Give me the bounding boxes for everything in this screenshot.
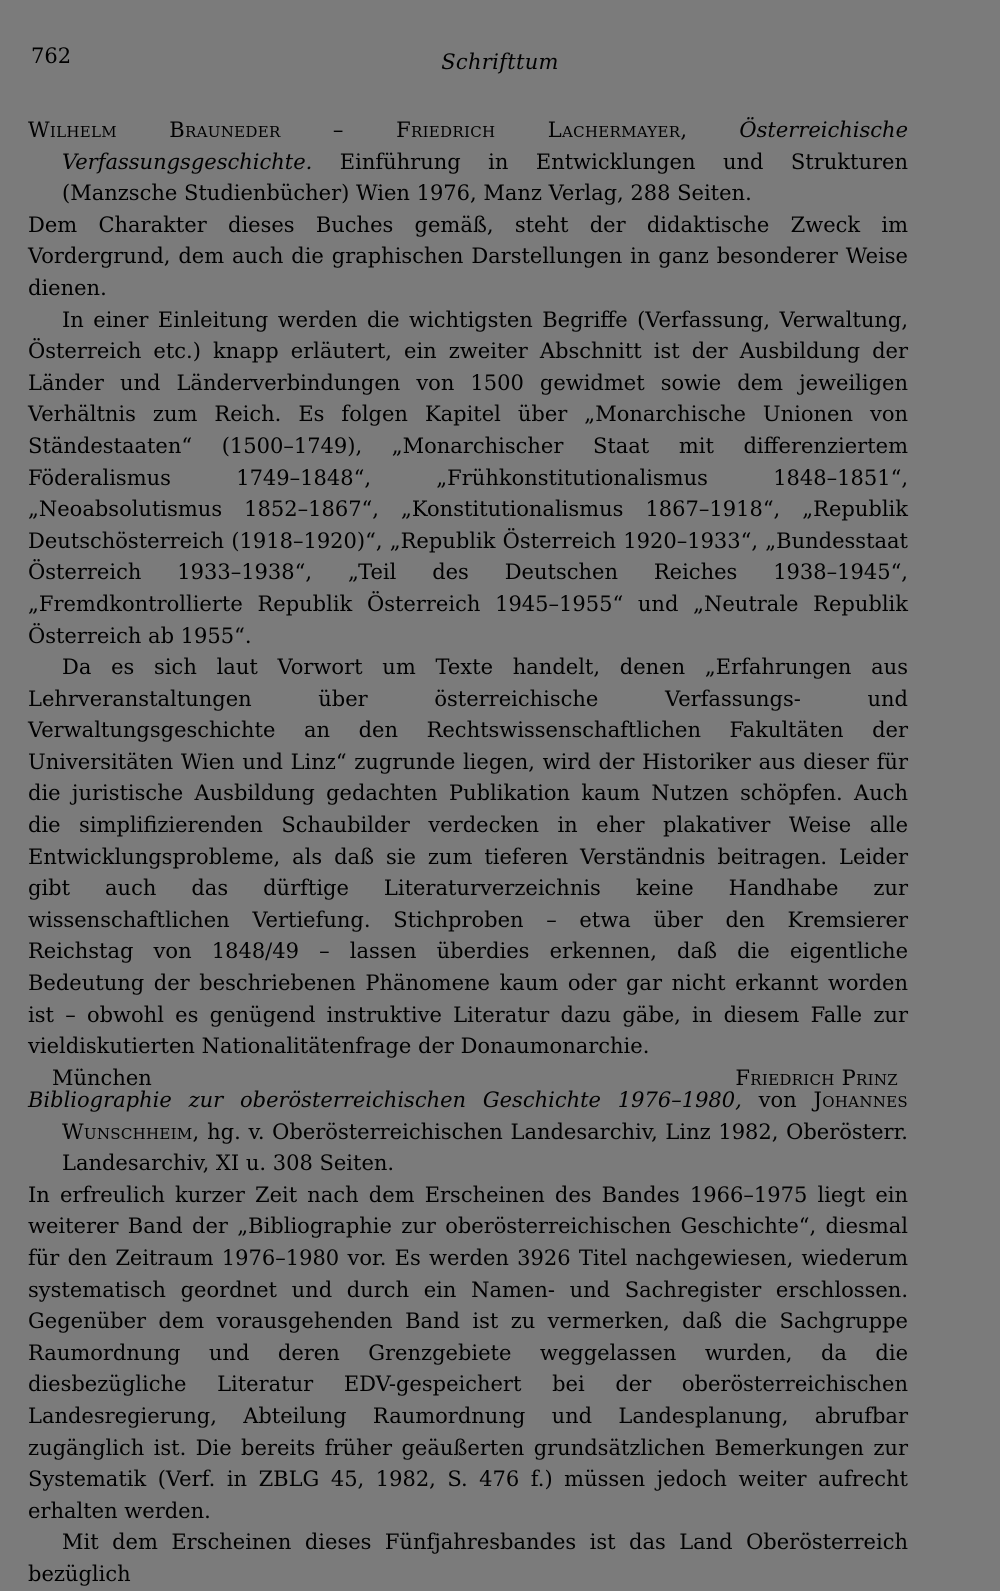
- review-paragraph: Dem Charakter dieses Buches gemäß, steht der didaktische Zweck im Vordergrund, dem auch die graphischen Darstellungen in ganz besonderer Weise dienen.: [28, 212, 908, 300]
- review-paragraph: Da es sich laut Vorwort um Texte handelt, denen „Erfahrungen aus Lehrveranstaltungen über österreichische Verfassungs- und Verwaltungsgeschichte an den Rechtswissenschaftlichen Fakultäten der Universitäten Wien und Linz“ zugrunde liegen, wird der Historiker aus dieser für die juristische Ausbildung gedachten Publikation kaum Nutzen schöpfen. Auch die simplifizierenden Schaubilder verdecken in eher plakativer Weise alle Entwicklungsprobleme, als daß sie zum tieferen Verständnis beitragen. Leider gibt auch das dürftige Literaturverzeichnis keine Handhabe zur wissenschaftlichen Vertiefung. Stichproben – etwa über den Kremsierer Reichstag von 1848/49 – lassen überdies erkennen, daß die eigentliche Bedeutung der beschriebenen Phänomene kaum oder gar nicht erkannt worden ist – obwohl es genügend instruktive Literatur dazu gäbe, in diesem Falle zur vieldiskutierten Nationalitätenfrage der Donaumonarchie.: [28, 655, 908, 1059]
- review-paragraph: Mit dem Erscheinen dieses Fünfjahresbandes ist das Land Oberösterreich bezüglich: [28, 1530, 908, 1586]
- citation: [28, 1085, 908, 1180]
- page-number: 762: [31, 44, 72, 68]
- citation-details: hg. v. Oberösterreichischen Landesarchiv, Linz 1982, Oberösterr. Landesarchiv, XI u. 308 Seiten.: [62, 1119, 908, 1176]
- reviewer-name: Friedrich Prinz: [735, 1065, 898, 1090]
- review-brauneder: [28, 115, 908, 1094]
- citation-author: Johannes Wunschheim,: [62, 1088, 908, 1144]
- citation-title: Bibliographie zur oberösterreichischen Geschichte 1976–1980,: [28, 1088, 742, 1112]
- running-title: Schrifttum: [441, 50, 559, 74]
- citation-details: Einführung in Entwicklungen und Strukturen (Manzsche Studienbücher) Wien 1976, Manz Verlag, 288 Seiten.: [62, 149, 908, 206]
- citation: [28, 115, 908, 210]
- review-place: München: [52, 1065, 152, 1090]
- citation-title: Österreichische Verfassungsgeschichte.: [62, 118, 908, 174]
- citation-by: von: [758, 1088, 797, 1112]
- page-header: [0, 44, 1000, 84]
- review-paragraph: In erfreulich kurzer Zeit nach dem Erscheinen des Bandes 1966–1975 liegt ein weiterer Band der „Bibliographie zur oberösterreichischen Geschichte“, diesmal für den Zeitraum 1976–1980 vor. Es werden 3926 Titel nachgewiesen, wiederum systematisch geordnet und durch ein Namen- und Sachregister erschlossen. Gegenüber dem vorausgehenden Band ist zu vermerken, daß die Sachgruppe Raumordnung und deren Grenzgebiete weggelassen wurden, da die diesbezügliche Literatur EDV-gespeichert bei der oberösterreichischen Landesregierung, Abteilung Raumordnung und Landesplanung, abrufbar zugänglich ist. Die bereits früher geäußerten grundsätzlichen Bemerkungen zur Systematik (Verf. in ZBLG 45, 1982, S. 476 f.) müssen jedoch weiter aufrecht erhalten werden.: [28, 1182, 908, 1523]
- citation-author: Wilhelm Brauneder – Friedrich Lachermayer,: [28, 118, 688, 142]
- review-bibliographie: [28, 1085, 908, 1591]
- review-paragraph: In einer Einleitung werden die wichtigsten Begriffe (Verfassung, Verwaltung, Österreich etc.) knapp erläutert, ein zweiter Abschnitt ist der Ausbildung der Länder und Länderverbindungen von 1500 gewidmet sowie dem jeweiligen Verhältnis zum Reich. Es folgen Kapitel über „Monarchische Unionen von Ständestaaten“ (1500–1749), „Monarchischer Staat mit differenziertem Föderalismus 1749–1848“, „Frühkonstitutionalismus 1848–1851“, „Neoabsolutismus 1852–1867“, „Konstitutionalismus 1867–1918“, „Republik Deutschösterreich (1918–1920)“, „Republik Österreich 1920–1933“, „Bundesstaat Österreich 1933–1938“, „Teil des Deutschen Reiches 1938–1945“, „Fremdkontrollierte Republik Österreich 1945–1955“ und „Neutrale Republik Österreich ab 1955“.: [28, 307, 908, 648]
